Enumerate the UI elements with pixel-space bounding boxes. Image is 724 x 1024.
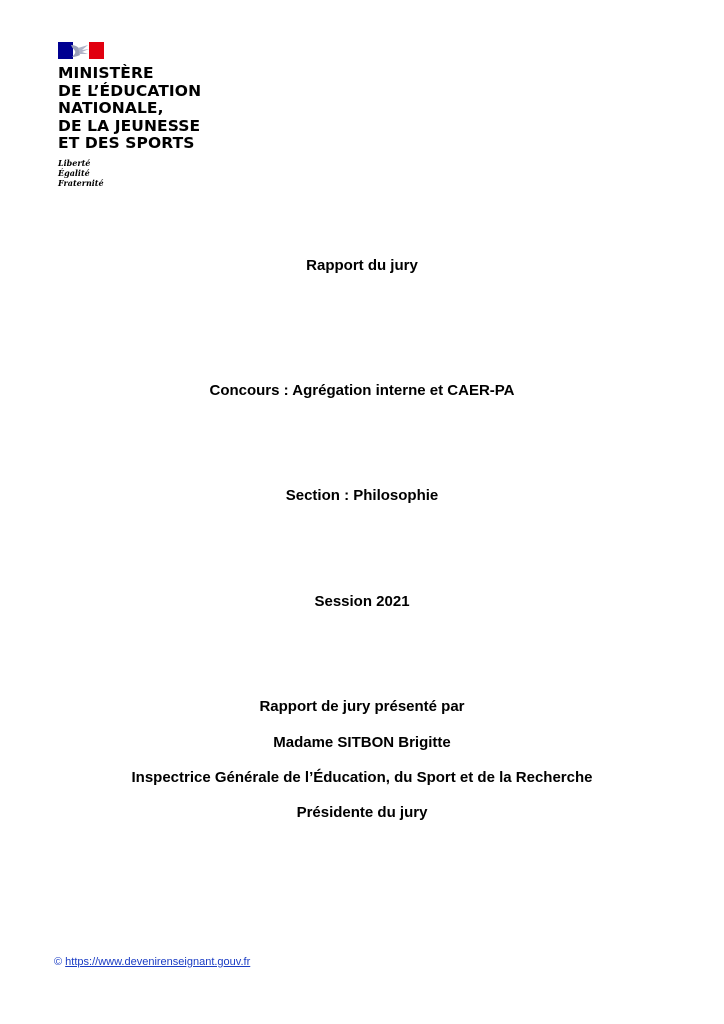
presented-by-line: Rapport de jury présenté par	[259, 698, 465, 715]
footer-link[interactable]: https://www.devenirenseignant.gouv.fr	[65, 956, 251, 968]
president-name: Madame SITBON Brigitte	[273, 734, 451, 751]
ministry-line: DE LA JEUNESSE	[58, 116, 201, 135]
ministry-logo	[58, 42, 228, 188]
session-line: Session 2021	[314, 593, 410, 610]
president-role: Présidente du jury	[296, 804, 428, 821]
section-line: Section : Philosophie	[285, 487, 439, 504]
copyright-symbol: ©	[54, 956, 63, 968]
ministry-line: DE L’ÉDUCATION	[58, 81, 202, 100]
ministry-line: ET DES SPORTS	[58, 134, 195, 152]
motto-line: Égalité	[58, 167, 90, 178]
ministry-name	[58, 65, 228, 153]
concours-line: Concours : Agrégation interne et CAER-PA	[209, 382, 515, 399]
republic-motto	[58, 158, 228, 188]
ministry-line: NATIONALE,	[58, 99, 164, 117]
ministry-line: MINISTÈRE	[58, 64, 154, 82]
footer	[54, 955, 250, 969]
document-title: Rapport du jury	[306, 257, 418, 274]
motto-line: Fraternité	[58, 177, 104, 188]
president-title: Inspectrice Générale de l’Éducation, du Sport et de la Recherche	[131, 769, 593, 786]
motto-line: Liberté	[58, 157, 91, 168]
marianne-flag-icon	[58, 42, 104, 59]
